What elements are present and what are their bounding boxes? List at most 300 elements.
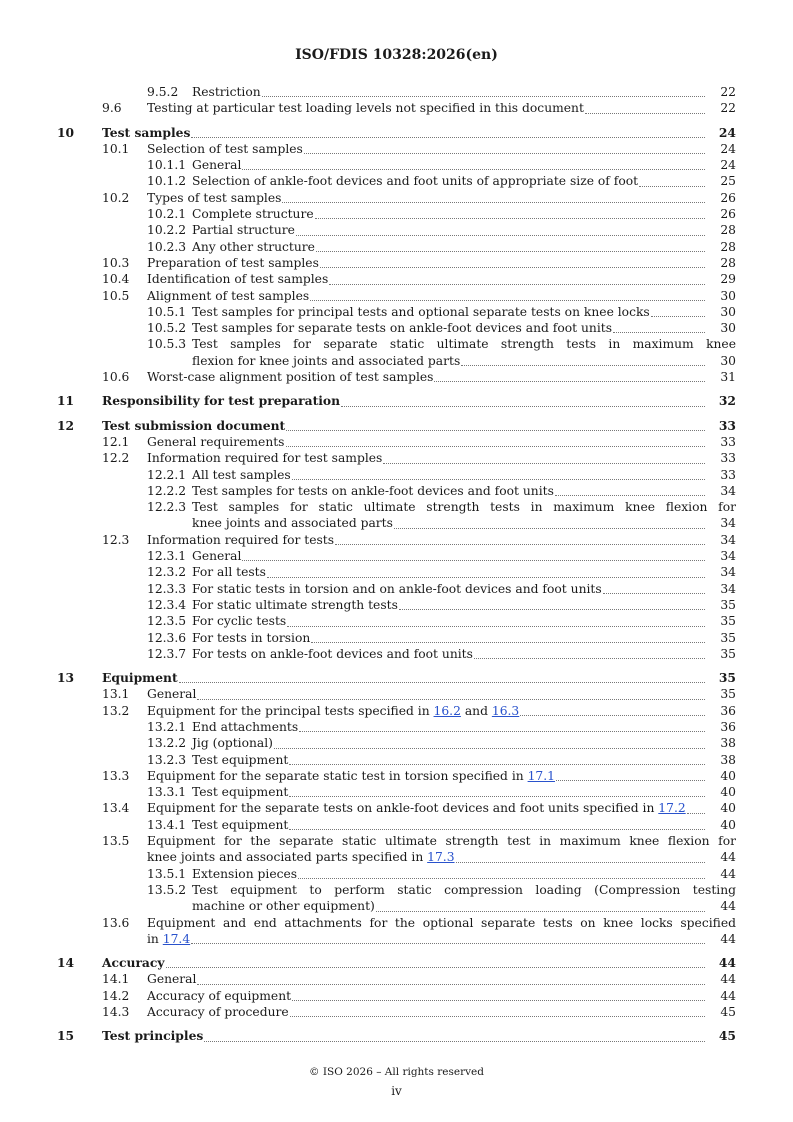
toc-entry[interactable] [0, 418, 793, 434]
toc-entry[interactable] [0, 630, 793, 646]
toc-page-number: 44 [720, 988, 736, 1003]
dot-leader [341, 405, 705, 407]
toc-entry-label [102, 393, 340, 409]
toc-entry[interactable] [0, 288, 793, 304]
toc-entry-title-line [147, 141, 736, 157]
toc-entry[interactable] [0, 206, 793, 222]
toc-entry-number: 10.2.2 [147, 223, 187, 238]
toc-entry-title: knee joints and associated parts [192, 516, 393, 531]
toc-entry-title: All test samples [192, 467, 291, 482]
toc-page-number: 32 [718, 393, 736, 409]
toc-entry[interactable] [0, 686, 793, 702]
toc-entry-label [192, 206, 314, 222]
toc-page-number: 38 [720, 736, 736, 751]
toc-entry-title: Responsibility for test preparation [102, 393, 341, 409]
toc-entry[interactable] [0, 882, 793, 915]
toc-entry[interactable] [0, 393, 793, 409]
toc-entry-title-line [192, 353, 736, 369]
toc-entry-number: 12.2.1 [147, 467, 187, 482]
table-of-contents [0, 84, 793, 1045]
toc-entry-label [192, 784, 288, 800]
dot-leader [335, 543, 705, 545]
toc-entry-title: Complete structure [192, 207, 314, 222]
toc-entry-number: 13.2 [102, 703, 130, 718]
toc-entry[interactable] [0, 833, 793, 866]
toc-entry[interactable] [0, 735, 793, 751]
toc-entry-label [147, 288, 309, 304]
toc-page-number: 30 [720, 353, 736, 368]
toc-entry-label [192, 548, 241, 564]
toc-entry-label [102, 125, 190, 141]
toc-page-number: 29 [720, 272, 736, 287]
toc-entry-title: Identification of test samples [147, 272, 329, 287]
toc-entry-label [192, 581, 602, 597]
toc-page-number: 22 [720, 101, 736, 116]
toc-page-number: 44 [720, 931, 736, 946]
toc-entry-title-line [192, 866, 736, 882]
toc-entry-title-line [192, 882, 736, 898]
dot-leader [204, 1040, 705, 1042]
toc-entry-title-line [147, 190, 736, 206]
toc-entry[interactable] [0, 190, 793, 206]
toc-entry-title: Accuracy of procedure [147, 1005, 289, 1020]
toc-entry[interactable] [0, 1028, 793, 1044]
toc-entry[interactable] [0, 450, 793, 466]
toc-page-number: 31 [720, 370, 736, 385]
toc-entry[interactable] [0, 597, 793, 613]
toc-entry-title-line [192, 646, 736, 662]
toc-entry-number: 10.5.3 [147, 337, 187, 352]
toc-entry-title: Equipment for the separate static test in torsion specified in [147, 768, 528, 783]
toc-entry-number: 13.6 [102, 915, 130, 930]
toc-entry-number: 10.5 [102, 288, 130, 303]
toc-entry[interactable] [0, 532, 793, 548]
toc-page-number: 44 [720, 899, 736, 914]
toc-entry-title: For static tests in torsion and on ankle-foot devices and foot units [192, 581, 602, 596]
toc-entry-number: 13.3 [102, 768, 130, 783]
clause-reference-link[interactable]: 17.4 [162, 931, 191, 946]
toc-page-number: 38 [720, 752, 736, 767]
toc-entry-label [147, 255, 319, 271]
toc-entry-number: 14.1 [102, 972, 130, 987]
toc-entry-title: Test samples for static ultimate strength tests in maximum knee flexion for [192, 500, 736, 515]
toc-entry-label [192, 646, 473, 662]
toc-entry-title-line [192, 630, 736, 646]
toc-entry-title-line [192, 548, 736, 564]
toc-entry-title: Equipment for the separate tests on ankle-foot devices and foot units specified in [147, 801, 659, 816]
clause-reference-link[interactable]: 17.2 [658, 801, 686, 816]
toc-entry-number: 12.2.3 [147, 500, 187, 515]
dot-leader [262, 95, 705, 97]
dot-leader [286, 429, 705, 431]
toc-entry-label [192, 320, 612, 336]
toc-entry-number: 13.2.3 [147, 752, 187, 767]
toc-page-number: 26 [720, 207, 736, 222]
toc-entry-title: Equipment [102, 670, 178, 686]
toc-entry-title-line [192, 613, 736, 629]
toc-page-number: 33 [720, 434, 736, 449]
dot-leader [191, 136, 705, 138]
toc-entry-title: Information required for test samples [147, 451, 383, 466]
toc-entry-number: 12.3.1 [147, 549, 187, 564]
toc-entry-title-line [102, 393, 736, 409]
toc-entry[interactable] [0, 646, 793, 662]
toc-entry-title-line [192, 515, 736, 531]
toc-entry-label [147, 434, 285, 450]
toc-entry-title: Test samples [102, 124, 191, 140]
toc-entry-title-line [102, 670, 736, 686]
toc-entry-title-line [192, 735, 736, 751]
toc-entry-title-line [192, 157, 736, 173]
toc-entry-title: Test submission document [102, 417, 286, 433]
toc-entry-label [147, 931, 190, 947]
toc-entry-title: Types of test samples [147, 190, 282, 205]
toc-entry-number: 12.3.5 [147, 614, 187, 629]
toc-entry-title: Information required for tests [147, 532, 335, 547]
toc-entry-label [192, 719, 298, 735]
toc-entry-title-line [147, 703, 736, 719]
dot-leader [639, 185, 705, 187]
toc-page-number: 34 [720, 483, 736, 498]
dot-leader [179, 681, 705, 683]
toc-entry-number: 13.2.1 [147, 719, 187, 734]
toc-entry-label [192, 613, 286, 629]
toc-entry[interactable] [0, 239, 793, 255]
toc-page-number: 34 [720, 532, 736, 547]
toc-entry-number: 15 [57, 1028, 75, 1044]
toc-entry-number: 13.4.1 [147, 817, 187, 832]
dot-leader [394, 527, 705, 529]
toc-entry-number: 10.4 [102, 272, 130, 287]
toc-page-number: 45 [720, 1005, 736, 1020]
dot-leader [191, 942, 705, 944]
toc-entry-title-line [147, 915, 736, 931]
dot-leader [520, 714, 705, 716]
toc-entry[interactable] [0, 1004, 793, 1020]
toc-entry-number: 10 [57, 124, 75, 140]
toc-entry-label [192, 222, 295, 238]
toc-entry-number: 9.6 [102, 101, 122, 116]
toc-entry-number: 10.5.1 [147, 304, 187, 319]
toc-entry-title-line [147, 271, 736, 287]
toc-entry[interactable] [0, 125, 793, 141]
toc-entry-title: flexion for knee joints and associated parts [192, 353, 461, 368]
toc-page-number: 35 [720, 614, 736, 629]
toc-entry-title-line [147, 768, 736, 784]
toc-entry-title: General requirements [147, 434, 285, 449]
toc-entry[interactable] [0, 255, 793, 271]
toc-entry-label [192, 515, 393, 531]
dot-leader [316, 250, 705, 252]
toc-entry[interactable] [0, 703, 793, 719]
toc-entry-title-line [147, 100, 736, 116]
toc-entry[interactable] [0, 222, 793, 238]
toc-entry-label [192, 752, 288, 768]
toc-entry-title-line [192, 898, 736, 914]
toc-entry[interactable] [0, 915, 793, 948]
toc-entry-title: For static ultimate strength tests [192, 597, 398, 612]
toc-entry[interactable] [0, 271, 793, 287]
toc-entry-number: 9.5.2 [147, 85, 179, 99]
toc-entry-title: Test samples for separate static ultimate strength tests in maximum knee [192, 337, 736, 352]
toc-entry-label [192, 817, 288, 833]
toc-entry-title: Accuracy [102, 955, 165, 971]
toc-entry[interactable] [0, 971, 793, 987]
toc-entry[interactable] [0, 157, 793, 173]
dot-leader [456, 861, 705, 863]
clause-reference-link[interactable]: 17.3 [427, 850, 455, 865]
toc-entry-label [147, 369, 433, 385]
toc-entry-label [147, 703, 519, 719]
toc-entry-title-line [147, 931, 736, 947]
dot-leader [613, 331, 705, 333]
toc-entry-number: 12.1 [102, 434, 130, 449]
toc-entry-title: Test equipment [192, 785, 289, 800]
toc-page-number: 40 [720, 768, 736, 783]
toc-page-number: 45 [718, 1028, 736, 1044]
toc-entry-label [102, 418, 285, 434]
toc-entry-title: Testing at particular test loading levels not specified in this document [147, 101, 584, 116]
toc-entry-title: Extension pieces [192, 866, 298, 881]
toc-entry-label [147, 141, 303, 157]
dot-leader [310, 299, 705, 301]
toc-entry-title: Any other structure [192, 239, 315, 254]
dot-leader [474, 657, 705, 659]
toc-entry[interactable] [0, 800, 793, 816]
clause-reference-link[interactable]: 16.2 [433, 703, 461, 718]
toc-entry-label [192, 630, 310, 646]
toc-entry-title: Test samples for separate tests on ankle-foot devices and foot units [192, 321, 613, 336]
toc-entry-title-line [147, 369, 736, 385]
toc-entry[interactable] [0, 369, 793, 385]
toc-entry-title-line [192, 304, 736, 320]
toc-entry-title: Jig (optional) [192, 736, 273, 751]
toc-entry-title-line [147, 988, 736, 1004]
toc-entry-title: Test equipment to perform static compression loading (Compression testing [192, 882, 736, 897]
toc-entry-title-line [147, 288, 736, 304]
dot-leader [287, 625, 705, 627]
clause-reference-link[interactable]: 17.1 [527, 768, 555, 783]
toc-entry[interactable] [0, 988, 793, 1004]
toc-page-number: 35 [718, 670, 736, 686]
toc-entry-label [102, 1028, 203, 1044]
toc-entry-label [147, 971, 196, 987]
clause-reference-link[interactable]: 16.3 [491, 703, 520, 718]
toc-entry-title-line [192, 239, 736, 255]
toc-entry-title-line [102, 125, 736, 141]
toc-entry[interactable] [0, 84, 793, 100]
dot-leader [289, 763, 705, 765]
toc-page-number: 25 [720, 174, 736, 189]
toc-entry-number: 10.1 [102, 141, 130, 156]
toc-entry[interactable] [0, 752, 793, 768]
toc-entry-label [147, 190, 281, 206]
toc-entry[interactable] [0, 613, 793, 629]
toc-entry-number: 10.1.2 [147, 174, 187, 189]
toc-entry[interactable] [0, 784, 793, 800]
toc-entry[interactable] [0, 719, 793, 735]
toc-entry[interactable] [0, 434, 793, 450]
toc-entry-number: 13.4 [102, 801, 130, 816]
toc-page-number: 35 [720, 687, 736, 702]
toc-entry[interactable] [0, 467, 793, 483]
toc-entry-number: 12.3.4 [147, 597, 187, 612]
toc-entry-number: 14.2 [102, 988, 130, 1003]
toc-entry-number: 13.5.1 [147, 866, 187, 881]
toc-page-number: 30 [720, 304, 736, 319]
toc-entry-label [192, 353, 460, 369]
dot-leader [282, 201, 705, 203]
toc-page-number: 22 [720, 85, 736, 99]
toc-entry-title-line [147, 800, 736, 816]
toc-entry-title-line [147, 532, 736, 548]
toc-entry-title-line [102, 418, 736, 434]
toc-entry-title-line [192, 222, 736, 238]
toc-entry-title-line [192, 719, 736, 735]
toc-entry-title-line [147, 833, 736, 849]
toc-entry-label [192, 597, 398, 613]
toc-entry-title: Equipment for the principal tests specified in [147, 703, 434, 718]
toc-entry-title: Selection of test samples [147, 141, 303, 156]
toc-page-number: 28 [720, 239, 736, 254]
toc-entry-title-line [192, 483, 736, 499]
toc-entry[interactable] [0, 866, 793, 882]
toc-entry[interactable] [0, 768, 793, 784]
toc-entry-number: 11 [57, 393, 75, 409]
dot-leader [304, 152, 705, 154]
toc-entry-label [102, 955, 165, 971]
toc-entry-title: End attachments [192, 719, 299, 734]
dot-leader [603, 592, 705, 594]
toc-entry-label [147, 686, 196, 702]
toc-entry-title-line [192, 564, 736, 580]
toc-entry-number: 10.2.3 [147, 239, 187, 254]
dot-leader [383, 462, 705, 464]
page-number: iv [391, 1084, 402, 1098]
toc-entry-title: Test equipment [192, 752, 289, 767]
toc-entry[interactable] [0, 336, 793, 369]
dot-leader [329, 283, 705, 285]
dot-leader [556, 779, 705, 781]
toc-entry-title: Selection of ankle-foot devices and foot units of appropriate size of foot [192, 174, 639, 189]
toc-entry-label [147, 800, 686, 816]
dot-leader [461, 364, 705, 366]
toc-entry-number: 12.3.3 [147, 581, 187, 596]
toc-entry-label [192, 84, 261, 100]
toc-entry-title: knee joints and associated parts specified in [147, 850, 428, 865]
toc-entry-title-line [147, 1004, 736, 1020]
toc-entry-title: Accuracy of equipment [147, 988, 292, 1003]
toc-entry[interactable] [0, 564, 793, 580]
toc-page-number: 33 [720, 467, 736, 482]
toc-entry[interactable] [0, 320, 793, 336]
toc-entry-title: Restriction [192, 85, 261, 99]
toc-entry-label [192, 866, 297, 882]
toc-page-number: 30 [720, 321, 736, 336]
toc-entry-title-line [147, 971, 736, 987]
toc-entry-title: Equipment for the separate static ultimate strength test in maximum knee flexion for [147, 834, 736, 849]
toc-entry-title: Partial structure [192, 223, 295, 238]
toc-entry[interactable] [0, 548, 793, 564]
toc-entry-title: Test equipment [192, 817, 289, 832]
toc-entry-number: 12 [57, 417, 75, 433]
toc-page-number: 36 [720, 719, 736, 734]
toc-entry-number: 13.5 [102, 834, 130, 849]
toc-entry-label [147, 100, 584, 116]
toc-entry-title-line [192, 467, 736, 483]
toc-page-number: 33 [720, 451, 736, 466]
dot-leader [197, 698, 705, 700]
toc-page-number: 30 [720, 288, 736, 303]
toc-entry-title-line [192, 597, 736, 613]
toc-entry-label [192, 735, 273, 751]
dot-leader [687, 812, 705, 814]
toc-entry-title: machine or other equipment) [192, 899, 375, 914]
toc-entry[interactable] [0, 100, 793, 116]
dot-leader [376, 910, 705, 912]
toc-page-number: 28 [720, 223, 736, 238]
toc-entry-title-line [102, 1028, 736, 1044]
toc-entry-number: 12.3.6 [147, 630, 187, 645]
dot-leader [296, 234, 705, 236]
toc-entry[interactable] [0, 955, 793, 971]
toc-entry-label [192, 898, 375, 914]
toc-entry-number: 12.3.7 [147, 646, 187, 661]
dot-leader [242, 168, 705, 170]
toc-entry[interactable] [0, 141, 793, 157]
toc-entry-label [147, 450, 382, 466]
toc-entry-title: in [147, 931, 163, 946]
toc-entry-label [147, 768, 555, 784]
toc-entry-label [147, 988, 291, 1004]
toc-entry-number: 10.2.1 [147, 207, 187, 222]
toc-entry-title-line [192, 581, 736, 597]
toc-entry-title-line [147, 255, 736, 271]
toc-entry-number: 13.1 [102, 687, 130, 702]
toc-entry-label [192, 173, 638, 189]
toc-entry-title-line [102, 955, 736, 971]
dot-leader [290, 1015, 705, 1017]
toc-entry[interactable] [0, 817, 793, 833]
toc-entry[interactable] [0, 173, 793, 189]
toc-page-number: 34 [720, 516, 736, 531]
toc-entry-number: 10.1.1 [147, 158, 187, 173]
dot-leader [292, 999, 705, 1001]
toc-entry[interactable] [0, 499, 793, 532]
dot-leader [320, 266, 705, 268]
toc-entry[interactable] [0, 304, 793, 320]
toc-entry-number: 14.3 [102, 1005, 130, 1020]
dot-leader [289, 828, 705, 830]
toc-page-number: 24 [720, 158, 736, 173]
toc-entry-number: 13 [57, 670, 75, 686]
dot-leader [289, 795, 705, 797]
dot-leader [166, 966, 705, 968]
toc-entry-number: 10.2 [102, 190, 130, 205]
toc-entry[interactable] [0, 483, 793, 499]
toc-entry[interactable] [0, 670, 793, 686]
toc-page-number: 24 [718, 124, 736, 140]
toc-entry-number: 13.2.2 [147, 736, 187, 751]
copyright-notice: © ISO 2026 – All rights reserved [309, 1066, 484, 1078]
toc-entry-number: 12.3 [102, 532, 130, 547]
toc-page-number: 44 [720, 866, 736, 881]
toc-entry[interactable] [0, 581, 793, 597]
toc-page-number: 35 [720, 597, 736, 612]
toc-page-number: 35 [720, 646, 736, 661]
toc-page-number: 44 [718, 955, 736, 971]
toc-entry-title: For cyclic tests [192, 614, 287, 629]
